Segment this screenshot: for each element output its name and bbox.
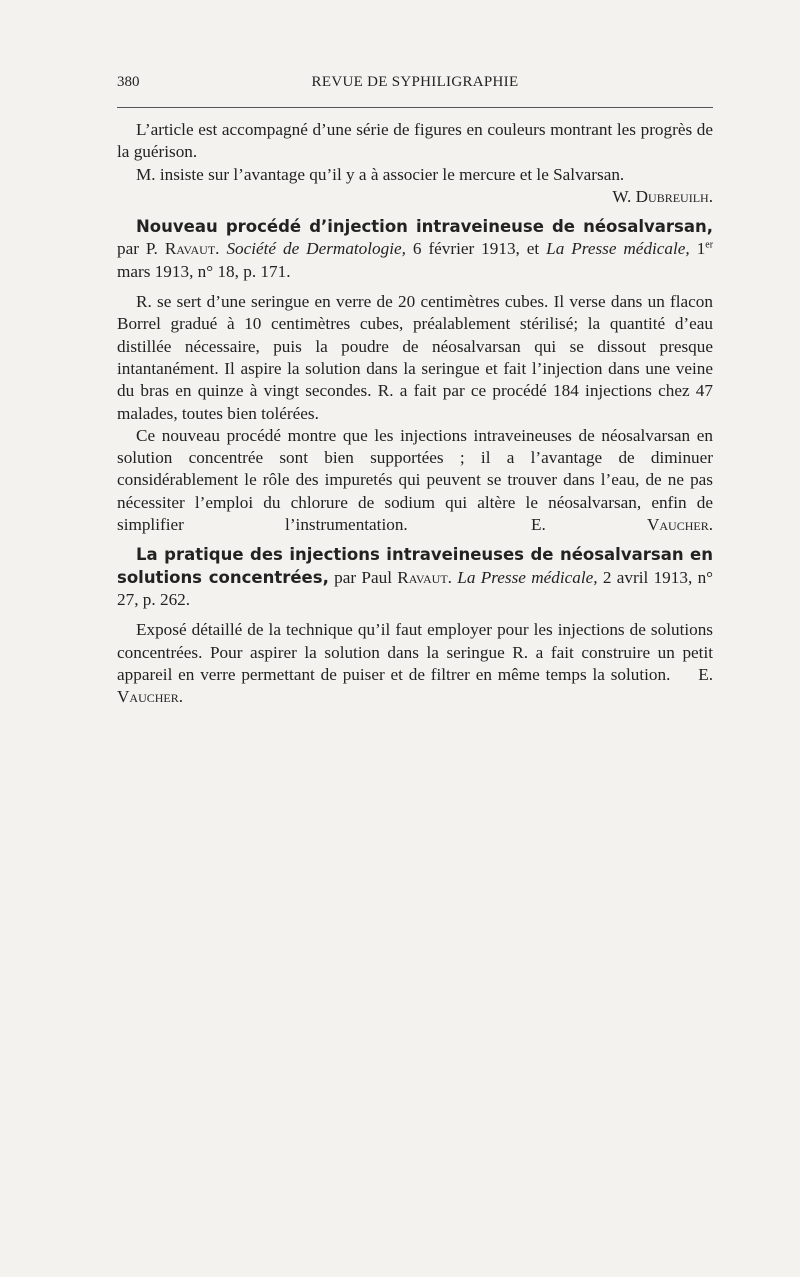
page-body [117,119,713,708]
journal-name: La Presse médicale, [546,239,690,259]
source-name: Société de Dermatologie, [226,239,406,259]
header-rule [117,107,713,108]
signature: Vaucher. [117,687,184,707]
signature: Vaucher. [646,515,714,535]
author-name: Ravaut. [397,567,452,587]
paragraph: Ce nouveau procédé montre que les injections intraveineuses de néosalvarsan en solution concentrée sont bien supportées ; il a l’avantage de diminuer considérablement le rôle des impuretés qui peuvent se trouver dans l’eau, de ne pas nécessiter l’emploi du chlorure de sodium qui altère le néosalvarsan, enfin de simplifier l’instrumentation. E. Vaucher. [117,425,714,535]
page-number: 380 [117,74,140,90]
journal-name: La Presse médicale, [457,567,598,587]
page-header [117,74,713,98]
paragraph: Exposé détaillé de la technique qu’il faut employer pour les injections de solutions concentrées. Pour aspirer la solution dans la seringue R. a fait construire un petit appareil en verre permettant de puiser et de filtrer en même temps la solution. E. Vaucher. [117,620,714,707]
author-name: Ravaut. [164,239,220,259]
abstract-heading: Nouveau procédé d’injection intraveineuse de néosalvarsan, par P. Ravaut. Société de Dermatologie, 6 février 1913, et La Presse médicale, 1er mars 1913, n° 18, p. 171. [117,217,714,281]
paragraph: R. se sert d’une seringue en verre de 20 centimètres cubes. Il verse dans un flacon Borrel gradué à 10 centimètres cubes, préalablement stérilisé; la quantité d’eau distillée nécessaire, puis la poudre de néosalvarsan qui se dissout presque intantanément. Il aspire la solution dans la seringue et fait l’injection dans une veine du bras en quinze à vingt secondes. R. a fait par ce procédé 184 injections chez 47 malades, toutes bien tolérées. [117,292,713,423]
abstract-title: La pratique des injections intraveineuses de néosalvarsan en solutions concentrées, [117,545,713,587]
abstract-title: Nouveau procédé d’injection intraveineuse de néosalvarsan, [136,217,713,237]
running-title: REVUE DE SYPHILIGRAPHIE [311,74,519,90]
paragraph: M. insiste sur l’avantage qu’il y a à associer le mercure et le Salvarsan. [136,164,625,184]
signature: W. Dubreuilh. [612,186,713,206]
paragraph: L’article est accompagné d’une série de figures en couleurs montrant les progrès de la guérison. [117,120,713,162]
abstract-heading: La pratique des injections intraveineuses de néosalvarsan en solutions concentrées, par Paul Ravaut. La Presse médicale, 2 avril 1913, n° 27, p. 262. [117,545,714,609]
